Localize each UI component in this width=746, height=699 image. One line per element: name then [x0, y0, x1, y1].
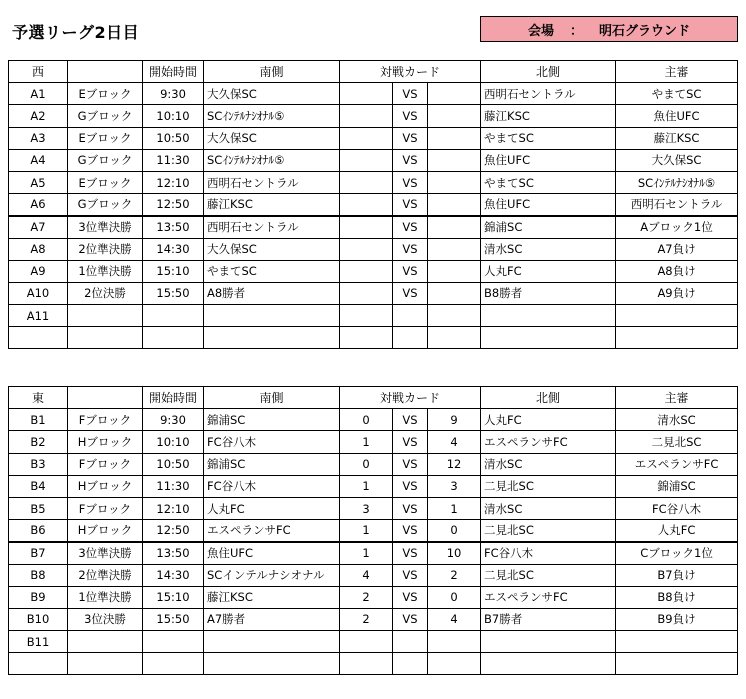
south-team-cell: やまてSC — [204, 260, 340, 282]
referee-cell: 藤江KSC — [616, 127, 738, 149]
north-team-cell — [481, 305, 616, 327]
match-id: B11 — [9, 631, 68, 653]
south-team-cell: 西明石セントラル — [204, 216, 340, 238]
match-id: A8 — [9, 238, 68, 260]
block-cell: Fブロック — [68, 497, 143, 519]
block-cell — [68, 305, 143, 327]
south-team-cell: 藤江KSC — [204, 194, 340, 216]
north-score-cell — [428, 127, 481, 149]
south-score-cell — [340, 194, 393, 216]
block-cell: 2位準決勝 — [68, 564, 143, 586]
north-team-cell: 魚住UFC — [481, 149, 616, 171]
south-score-cell: 2 — [340, 586, 393, 608]
vs-cell: VS — [393, 475, 428, 497]
vs-cell: VS — [393, 83, 428, 105]
table-row — [9, 171, 738, 193]
south-score-cell — [340, 171, 393, 193]
table-row — [9, 608, 738, 630]
north-team-cell: 西明石セントラル — [481, 83, 616, 105]
start-time-cell — [143, 305, 204, 327]
start-time-cell: 9:30 — [143, 83, 204, 105]
vs-cell: VS — [393, 238, 428, 260]
west-header-row — [9, 61, 738, 83]
north-score-cell: 1 — [428, 497, 481, 519]
referee-cell: FC谷八木 — [616, 497, 738, 519]
west-schedule-table — [8, 60, 738, 349]
start-time-cell: 15:10 — [143, 586, 204, 608]
north-team-cell: やまてSC — [481, 171, 616, 193]
match-id: B2 — [9, 431, 68, 453]
south-score-cell — [340, 238, 393, 260]
page-title: 予選リーグ2日目 — [12, 23, 140, 42]
north-team-cell — [481, 653, 616, 675]
north-score-cell: 4 — [428, 608, 481, 630]
start-time-cell: 13:50 — [143, 216, 204, 238]
vs-cell: VS — [393, 409, 428, 431]
start-time-cell: 13:50 — [143, 542, 204, 564]
side-label: 東 — [9, 387, 68, 409]
referee-cell: B7負け — [616, 564, 738, 586]
table-row — [9, 105, 738, 127]
vs-cell — [393, 653, 428, 675]
start-time-cell: 12:10 — [143, 171, 204, 193]
vs-cell: VS — [393, 453, 428, 475]
south-header: 南側 — [204, 61, 340, 83]
block-cell: 2位準決勝 — [68, 238, 143, 260]
block-cell: 2位決勝 — [68, 282, 143, 304]
referee-cell: 錦浦SC — [616, 475, 738, 497]
north-team-cell: FC谷八木 — [481, 542, 616, 564]
vs-cell: VS — [393, 105, 428, 127]
south-team-cell — [204, 327, 340, 349]
south-score-cell: 0 — [340, 409, 393, 431]
south-score-cell: 1 — [340, 431, 393, 453]
vs-cell — [393, 327, 428, 349]
table-row — [9, 149, 738, 171]
match-id: B8 — [9, 564, 68, 586]
south-score-cell: 1 — [340, 542, 393, 564]
block-cell: 3位準決勝 — [68, 216, 143, 238]
match-id: B1 — [9, 409, 68, 431]
match-id: B5 — [9, 497, 68, 519]
match-id: A9 — [9, 260, 68, 282]
start-time-cell — [143, 327, 204, 349]
north-score-cell — [428, 327, 481, 349]
table-row — [9, 194, 738, 216]
table-row — [9, 305, 738, 327]
south-team-cell: SCｲﾝﾃﾙﾅｼｵﾅﾙ⑤ — [204, 105, 340, 127]
match-id: B4 — [9, 475, 68, 497]
south-score-cell: 0 — [340, 453, 393, 475]
north-team-cell — [481, 327, 616, 349]
north-team-cell: エスペランサFC — [481, 586, 616, 608]
match-id: A6 — [9, 194, 68, 216]
start-time-cell: 12:10 — [143, 497, 204, 519]
block-cell: Gブロック — [68, 149, 143, 171]
block-cell: Eブロック — [68, 171, 143, 193]
referee-cell: A8負け — [616, 260, 738, 282]
match-id — [9, 653, 68, 675]
south-score-cell — [340, 83, 393, 105]
start-time-cell: 15:50 — [143, 282, 204, 304]
venue-name: 明石グラウンド — [599, 23, 691, 39]
north-team-cell: エスペランサFC — [481, 431, 616, 453]
south-score-cell: 1 — [340, 475, 393, 497]
block-cell: Gブロック — [68, 194, 143, 216]
south-score-cell — [340, 105, 393, 127]
block-header — [68, 61, 143, 83]
north-score-cell — [428, 194, 481, 216]
north-score-cell — [428, 105, 481, 127]
south-team-cell: A8勝者 — [204, 282, 340, 304]
block-cell — [68, 653, 143, 675]
matchup-header: 対戦カード — [340, 387, 481, 409]
referee-cell: Cブロック1位 — [616, 542, 738, 564]
vs-cell: VS — [393, 431, 428, 453]
match-id: B9 — [9, 586, 68, 608]
match-id: A3 — [9, 127, 68, 149]
south-score-cell: 4 — [340, 564, 393, 586]
match-id: A7 — [9, 216, 68, 238]
vs-cell: VS — [393, 282, 428, 304]
north-team-cell: 人丸FC — [481, 260, 616, 282]
south-team-cell: SCｲﾝﾃﾙﾅｼｵﾅﾙ⑤ — [204, 149, 340, 171]
north-team-cell: 藤江KSC — [481, 105, 616, 127]
south-team-cell: 錦浦SC — [204, 409, 340, 431]
north-team-cell: 清水SC — [481, 238, 616, 260]
north-score-cell: 0 — [428, 520, 481, 542]
match-id: A1 — [9, 83, 68, 105]
start-time-cell: 14:30 — [143, 238, 204, 260]
start-time-cell: 10:50 — [143, 453, 204, 475]
match-id: A10 — [9, 282, 68, 304]
south-header: 南側 — [204, 387, 340, 409]
north-team-cell: やまてSC — [481, 127, 616, 149]
north-team-cell: 清水SC — [481, 453, 616, 475]
north-team-cell: 錦浦SC — [481, 216, 616, 238]
referee-cell: Aブロック1位 — [616, 216, 738, 238]
start-time-cell: 14:30 — [143, 564, 204, 586]
start-time-cell: 10:10 — [143, 431, 204, 453]
referee-cell — [616, 327, 738, 349]
match-id: B3 — [9, 453, 68, 475]
block-cell — [68, 327, 143, 349]
table-row — [9, 327, 738, 349]
north-team-cell: B8勝者 — [481, 282, 616, 304]
referee-cell: B8負け — [616, 586, 738, 608]
south-team-cell: 大久保SC — [204, 83, 340, 105]
north-header: 北側 — [481, 61, 616, 83]
table-row — [9, 586, 738, 608]
north-score-cell — [428, 653, 481, 675]
start-time-cell: 11:30 — [143, 475, 204, 497]
south-score-cell: 2 — [340, 608, 393, 630]
referee-cell: エスペランサFC — [616, 453, 738, 475]
table-row — [9, 282, 738, 304]
match-id: A4 — [9, 149, 68, 171]
north-team-cell: 二見北SC — [481, 564, 616, 586]
north-score-cell: 9 — [428, 409, 481, 431]
table-row — [9, 409, 738, 431]
referee-header: 主審 — [616, 387, 738, 409]
block-cell: Hブロック — [68, 431, 143, 453]
vs-cell: VS — [393, 497, 428, 519]
start-time-cell: 10:50 — [143, 127, 204, 149]
block-cell: Eブロック — [68, 83, 143, 105]
block-cell: 3位準決勝 — [68, 542, 143, 564]
north-team-cell — [481, 631, 616, 653]
vs-cell: VS — [393, 520, 428, 542]
referee-cell — [616, 305, 738, 327]
vs-cell: VS — [393, 194, 428, 216]
table-row — [9, 83, 738, 105]
referee-cell: 二見北SC — [616, 431, 738, 453]
south-team-cell: 人丸FC — [204, 497, 340, 519]
vs-cell: VS — [393, 127, 428, 149]
start-time-cell: 10:10 — [143, 105, 204, 127]
start-time-cell: 15:10 — [143, 260, 204, 282]
referee-cell — [616, 653, 738, 675]
block-cell: Hブロック — [68, 475, 143, 497]
table-row — [9, 475, 738, 497]
referee-cell: 西明石セントラル — [616, 194, 738, 216]
south-team-cell: A7勝者 — [204, 608, 340, 630]
start-time-cell: 15:50 — [143, 608, 204, 630]
venue-separator: ： — [569, 23, 583, 39]
block-cell: Fブロック — [68, 409, 143, 431]
east-schedule-table — [8, 386, 738, 675]
block-cell: 1位準決勝 — [68, 260, 143, 282]
table-row — [9, 260, 738, 282]
venue-label: 会場 — [527, 23, 554, 39]
table-row — [9, 520, 738, 542]
table-row — [9, 431, 738, 453]
north-score-cell — [428, 83, 481, 105]
table-row — [9, 631, 738, 653]
north-score-cell — [428, 171, 481, 193]
south-team-cell: SCインテルナシオナル — [204, 564, 340, 586]
south-score-cell — [340, 149, 393, 171]
vs-cell: VS — [393, 216, 428, 238]
south-team-cell: 大久保SC — [204, 238, 340, 260]
block-cell — [68, 631, 143, 653]
start-time-cell: 12:50 — [143, 194, 204, 216]
north-team-cell: 二見北SC — [481, 475, 616, 497]
north-score-cell — [428, 282, 481, 304]
south-team-cell: 藤江KSC — [204, 586, 340, 608]
south-team-cell — [204, 653, 340, 675]
vs-cell — [393, 305, 428, 327]
south-score-cell — [340, 305, 393, 327]
referee-cell: 清水SC — [616, 409, 738, 431]
table-row — [9, 542, 738, 564]
block-header — [68, 387, 143, 409]
south-score-cell — [340, 631, 393, 653]
table-row — [9, 564, 738, 586]
south-score-cell — [340, 260, 393, 282]
table-row — [9, 238, 738, 260]
table-row — [9, 653, 738, 675]
side-label: 西 — [9, 61, 68, 83]
block-cell: Fブロック — [68, 453, 143, 475]
south-team-cell — [204, 305, 340, 327]
referee-cell: A7負け — [616, 238, 738, 260]
vs-cell: VS — [393, 608, 428, 630]
referee-cell — [616, 631, 738, 653]
vs-cell: VS — [393, 260, 428, 282]
referee-cell: 人丸FC — [616, 520, 738, 542]
vs-cell: VS — [393, 564, 428, 586]
north-score-cell — [428, 149, 481, 171]
north-score-cell: 0 — [428, 586, 481, 608]
start-time-header: 開始時間 — [143, 61, 204, 83]
south-score-cell — [340, 653, 393, 675]
south-team-cell: 魚住UFC — [204, 542, 340, 564]
south-score-cell — [340, 282, 393, 304]
south-score-cell: 3 — [340, 497, 393, 519]
south-team-cell: 大久保SC — [204, 127, 340, 149]
block-cell: 1位準決勝 — [68, 586, 143, 608]
table-row — [9, 453, 738, 475]
vs-cell: VS — [393, 586, 428, 608]
block-cell: 3位決勝 — [68, 608, 143, 630]
match-id: B10 — [9, 608, 68, 630]
referee-cell: A9負け — [616, 282, 738, 304]
north-team-cell: 人丸FC — [481, 409, 616, 431]
table-row — [9, 127, 738, 149]
referee-cell: SCｲﾝﾃﾙﾅｼｵﾅﾙ⑤ — [616, 171, 738, 193]
south-score-cell: 1 — [340, 520, 393, 542]
north-team-cell: 二見北SC — [481, 520, 616, 542]
south-score-cell — [340, 327, 393, 349]
match-id: A2 — [9, 105, 68, 127]
referee-cell: B9負け — [616, 608, 738, 630]
match-id: A11 — [9, 305, 68, 327]
start-time-cell: 9:30 — [143, 409, 204, 431]
south-team-cell: FC谷八木 — [204, 431, 340, 453]
south-team-cell: 西明石セントラル — [204, 171, 340, 193]
north-team-cell: 清水SC — [481, 497, 616, 519]
north-team-cell: 魚住UFC — [481, 194, 616, 216]
match-id: A5 — [9, 171, 68, 193]
referee-cell: 大久保SC — [616, 149, 738, 171]
block-cell: Gブロック — [68, 105, 143, 127]
match-id — [9, 327, 68, 349]
north-score-cell — [428, 305, 481, 327]
match-id: B6 — [9, 520, 68, 542]
north-score-cell: 4 — [428, 431, 481, 453]
referee-header: 主審 — [616, 61, 738, 83]
north-header: 北側 — [481, 387, 616, 409]
south-score-cell — [340, 127, 393, 149]
south-score-cell — [340, 216, 393, 238]
north-score-cell — [428, 216, 481, 238]
match-id: B7 — [9, 542, 68, 564]
block-cell: Eブロック — [68, 127, 143, 149]
north-score-cell — [428, 260, 481, 282]
north-team-cell: B7勝者 — [481, 608, 616, 630]
referee-cell: やまてSC — [616, 83, 738, 105]
north-score-cell — [428, 631, 481, 653]
block-cell: Hブロック — [68, 520, 143, 542]
east-header-row — [9, 387, 738, 409]
south-team-cell: エスペランサFC — [204, 520, 340, 542]
venue-box — [480, 16, 738, 42]
start-time-cell: 11:30 — [143, 149, 204, 171]
south-team-cell — [204, 631, 340, 653]
south-team-cell: 錦浦SC — [204, 453, 340, 475]
matchup-header: 対戦カード — [340, 61, 481, 83]
start-time-header: 開始時間 — [143, 387, 204, 409]
north-score-cell: 12 — [428, 453, 481, 475]
start-time-cell — [143, 631, 204, 653]
table-row — [9, 216, 738, 238]
north-score-cell: 2 — [428, 564, 481, 586]
north-score-cell — [428, 238, 481, 260]
start-time-cell — [143, 653, 204, 675]
vs-cell: VS — [393, 171, 428, 193]
vs-cell: VS — [393, 149, 428, 171]
table-row — [9, 497, 738, 519]
north-score-cell: 3 — [428, 475, 481, 497]
south-team-cell: FC谷八木 — [204, 475, 340, 497]
vs-cell: VS — [393, 542, 428, 564]
vs-cell — [393, 631, 428, 653]
north-score-cell: 10 — [428, 542, 481, 564]
start-time-cell: 12:50 — [143, 520, 204, 542]
referee-cell: 魚住UFC — [616, 105, 738, 127]
